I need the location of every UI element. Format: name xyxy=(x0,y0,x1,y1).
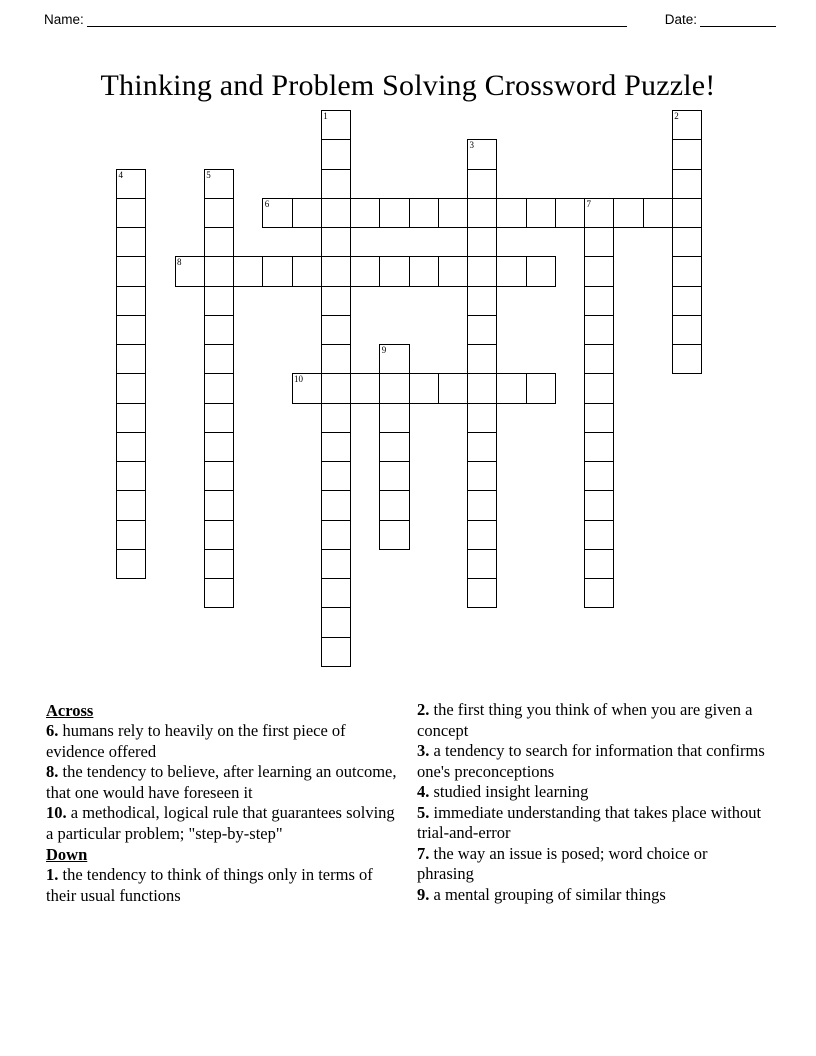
crossword-cell[interactable] xyxy=(584,520,614,550)
crossword-cell[interactable] xyxy=(116,256,146,286)
crossword-cell[interactable] xyxy=(584,432,614,462)
down-clue-list-right xyxy=(417,700,767,905)
crossword-cell[interactable] xyxy=(643,198,673,228)
clue-text: a mental grouping of similar things xyxy=(429,884,666,904)
crossword-cell[interactable] xyxy=(467,344,497,374)
crossword-cell[interactable] xyxy=(204,549,234,579)
crossword-cell[interactable] xyxy=(321,227,351,257)
crossword-cell[interactable] xyxy=(204,198,234,228)
crossword-cell[interactable] xyxy=(526,256,556,286)
clue-number: 8. xyxy=(46,762,59,781)
clue-text: the tendency to think of things only in terms of their usual functions xyxy=(46,865,373,905)
cell-number: 10 xyxy=(294,374,303,385)
crossword-cell[interactable] xyxy=(467,139,497,169)
crossword-cell[interactable] xyxy=(204,256,234,286)
crossword-cell[interactable] xyxy=(584,315,614,345)
crossword-cell[interactable] xyxy=(409,373,439,403)
clue-text: a tendency to search for information that confirms one's preconceptions xyxy=(417,741,765,781)
crossword-cell[interactable] xyxy=(379,373,409,403)
crossword-cell[interactable] xyxy=(672,139,702,169)
crossword-cell[interactable] xyxy=(321,169,351,199)
crossword-cell[interactable] xyxy=(321,637,351,667)
clue-number: 3. xyxy=(417,741,430,760)
clue-number: 10. xyxy=(46,803,67,822)
crossword-cell[interactable] xyxy=(321,110,351,140)
crossword-cell[interactable] xyxy=(116,432,146,462)
crossword-cell[interactable] xyxy=(526,198,556,228)
clue-number: 2. xyxy=(417,700,430,719)
crossword-cell[interactable] xyxy=(555,198,585,228)
cell-number: 7 xyxy=(586,198,591,209)
crossword-cell[interactable] xyxy=(467,373,497,403)
crossword-cell[interactable] xyxy=(584,403,614,433)
crossword-cell[interactable] xyxy=(672,110,702,140)
crossword-cell[interactable] xyxy=(204,520,234,550)
crossword-cell[interactable] xyxy=(321,549,351,579)
crossword-cell[interactable] xyxy=(233,256,263,286)
crossword-cell[interactable] xyxy=(321,198,351,228)
crossword-cell[interactable] xyxy=(467,520,497,550)
crossword-cell[interactable] xyxy=(584,256,614,286)
clue-text: humans rely to heavily on the first piece of evidence offered xyxy=(46,721,346,761)
cell-number: 5 xyxy=(206,169,211,180)
clue-number: 7. xyxy=(417,843,430,863)
crossword-cell[interactable] xyxy=(584,578,614,608)
crossword-cell[interactable] xyxy=(467,403,497,433)
crossword-cell[interactable] xyxy=(584,227,614,257)
clues-section xyxy=(0,700,816,1000)
crossword-cell[interactable] xyxy=(584,490,614,520)
crossword-cell[interactable] xyxy=(116,169,146,199)
down-clue-list-left xyxy=(46,865,406,906)
clue-number: 1. xyxy=(46,865,59,884)
crossword-cell[interactable] xyxy=(204,373,234,403)
crossword-cell[interactable] xyxy=(496,198,526,228)
cell-number: 6 xyxy=(264,198,270,209)
crossword-cell[interactable] xyxy=(584,286,614,316)
clue-item xyxy=(417,741,767,782)
crossword-cell[interactable] xyxy=(321,461,351,491)
clue-item xyxy=(417,844,767,885)
crossword-cell[interactable] xyxy=(116,286,146,316)
clue-number: 4. xyxy=(417,782,430,801)
cell-number: 4 xyxy=(118,169,123,180)
crossword-cell[interactable] xyxy=(204,432,234,462)
cell-number: 3 xyxy=(469,140,474,151)
crossword-cell[interactable] xyxy=(467,432,497,462)
crossword-cell[interactable] xyxy=(116,490,146,520)
clue-text: studied insight learning xyxy=(429,782,589,801)
crossword-cell[interactable] xyxy=(409,256,439,286)
clue-item xyxy=(417,803,767,844)
crossword-cell[interactable] xyxy=(204,578,234,608)
crossword-cell[interactable] xyxy=(379,461,409,491)
crossword-cell[interactable] xyxy=(409,198,439,228)
crossword-cell[interactable] xyxy=(204,286,234,316)
crossword-cell[interactable] xyxy=(321,578,351,608)
crossword-cell[interactable] xyxy=(672,256,702,286)
cell-number: 9 xyxy=(381,345,387,355)
crossword-cell[interactable] xyxy=(467,256,497,286)
crossword-cell[interactable] xyxy=(116,315,146,345)
crossword-cell[interactable] xyxy=(116,549,146,579)
crossword-cell[interactable] xyxy=(379,256,409,286)
crossword-cell[interactable] xyxy=(467,315,497,345)
crossword-cell[interactable] xyxy=(672,286,702,316)
crossword-cell[interactable] xyxy=(204,227,234,257)
crossword-cell[interactable] xyxy=(672,315,702,345)
crossword-cell[interactable] xyxy=(613,198,643,228)
crossword-cell[interactable] xyxy=(379,520,409,550)
crossword-cell[interactable] xyxy=(204,315,234,345)
clue-item xyxy=(46,803,406,844)
crossword-cell[interactable] xyxy=(467,169,497,199)
crossword-cell[interactable] xyxy=(116,227,146,257)
clues-column-left xyxy=(46,700,406,906)
crossword-cell[interactable] xyxy=(116,461,146,491)
clue-text: the way an issue is posed; word choice or phrasing xyxy=(417,843,708,883)
crossword-cell[interactable] xyxy=(496,373,526,403)
crossword-cell[interactable] xyxy=(584,198,614,228)
crossword-cell[interactable] xyxy=(321,373,351,403)
clue-number: 5. xyxy=(417,802,430,822)
crossword-cell[interactable] xyxy=(379,432,409,462)
cell-number: 8 xyxy=(177,257,182,268)
clue-number: 6. xyxy=(46,721,59,740)
clue-number: 9. xyxy=(417,884,430,904)
crossword-cell[interactable] xyxy=(175,256,205,286)
crossword-cell[interactable] xyxy=(116,198,146,228)
crossword-cell[interactable] xyxy=(672,198,702,228)
crossword-cell[interactable] xyxy=(584,373,614,403)
clue-text: a methodical, logical rule that guarantees solving a particular problem; "step-by-step" xyxy=(46,803,395,843)
crossword-cell[interactable] xyxy=(116,403,146,433)
crossword-cell[interactable] xyxy=(321,520,351,550)
cell-number: 1 xyxy=(323,111,328,121)
crossword-cell[interactable] xyxy=(321,432,351,462)
crossword-cell[interactable] xyxy=(350,256,380,286)
crossword-cell[interactable] xyxy=(496,256,526,286)
crossword-cell[interactable] xyxy=(467,227,497,257)
crossword-cell[interactable] xyxy=(262,198,292,228)
crossword-cell[interactable] xyxy=(379,403,409,433)
date-label: Date: xyxy=(664,12,697,27)
crossword-cell[interactable] xyxy=(204,344,234,374)
crossword-cell[interactable] xyxy=(292,373,322,403)
crossword-cell[interactable] xyxy=(467,461,497,491)
crossword-cell[interactable] xyxy=(467,286,497,316)
page-title: Thinking and Problem Solving Crossword Puzzle! xyxy=(100,69,716,103)
name-label: Name: xyxy=(44,12,84,27)
crossword-cell[interactable] xyxy=(438,373,468,403)
clue-item xyxy=(46,762,406,803)
clue-text: immediate understanding that takes place without trial-and-error xyxy=(417,802,762,842)
crossword-cell[interactable] xyxy=(204,461,234,491)
crossword-cell[interactable] xyxy=(379,344,409,374)
down-heading: Down xyxy=(46,845,88,864)
crossword-cell[interactable] xyxy=(467,578,497,608)
crossword-cell[interactable] xyxy=(584,549,614,579)
crossword-cell[interactable] xyxy=(321,256,351,286)
clues-column-right xyxy=(417,700,767,905)
crossword-cell[interactable] xyxy=(467,549,497,579)
crossword-cell[interactable] xyxy=(321,607,351,637)
across-heading: Across xyxy=(46,701,94,720)
cell-number: 2 xyxy=(674,111,679,121)
crossword-cell[interactable] xyxy=(672,169,702,199)
crossword-cell[interactable] xyxy=(116,373,146,403)
crossword-cell[interactable] xyxy=(438,256,468,286)
crossword-cell[interactable] xyxy=(438,198,468,228)
crossword-cell[interactable] xyxy=(321,490,351,520)
crossword-cell[interactable] xyxy=(204,169,234,199)
crossword-cell[interactable] xyxy=(467,490,497,520)
crossword-cell[interactable] xyxy=(379,490,409,520)
crossword-cell[interactable] xyxy=(116,344,146,374)
clue-text: the first thing you think of when you are given a concept xyxy=(417,700,753,740)
crossword-cell[interactable] xyxy=(526,373,556,403)
crossword-cell[interactable] xyxy=(584,344,614,374)
clue-item xyxy=(417,700,767,741)
crossword-cell[interactable] xyxy=(350,373,380,403)
crossword-cell[interactable] xyxy=(204,403,234,433)
crossword-cell[interactable] xyxy=(467,198,497,228)
crossword-cell[interactable] xyxy=(672,227,702,257)
crossword-cell[interactable] xyxy=(321,344,351,374)
clue-item xyxy=(417,782,767,803)
crossword-cell[interactable] xyxy=(321,403,351,433)
crossword-cell[interactable] xyxy=(350,198,380,228)
clue-text: the tendency to believe, after learning an outcome, that one would have foreseen it xyxy=(46,762,397,802)
crossword-cell[interactable] xyxy=(116,520,146,550)
clue-item xyxy=(46,865,406,906)
crossword-cell[interactable] xyxy=(262,256,292,286)
crossword-cell[interactable] xyxy=(672,344,702,374)
crossword-cell[interactable] xyxy=(204,490,234,520)
clue-item xyxy=(46,721,406,762)
crossword-cell[interactable] xyxy=(321,315,351,345)
crossword-cell[interactable] xyxy=(292,198,322,228)
crossword-cell[interactable] xyxy=(321,286,351,316)
crossword-cell[interactable] xyxy=(379,198,409,228)
across-clue-list xyxy=(46,721,406,844)
crossword-cell[interactable] xyxy=(321,139,351,169)
crossword-cell[interactable] xyxy=(584,461,614,491)
crossword-cell[interactable] xyxy=(292,256,322,286)
clue-item xyxy=(417,885,767,906)
